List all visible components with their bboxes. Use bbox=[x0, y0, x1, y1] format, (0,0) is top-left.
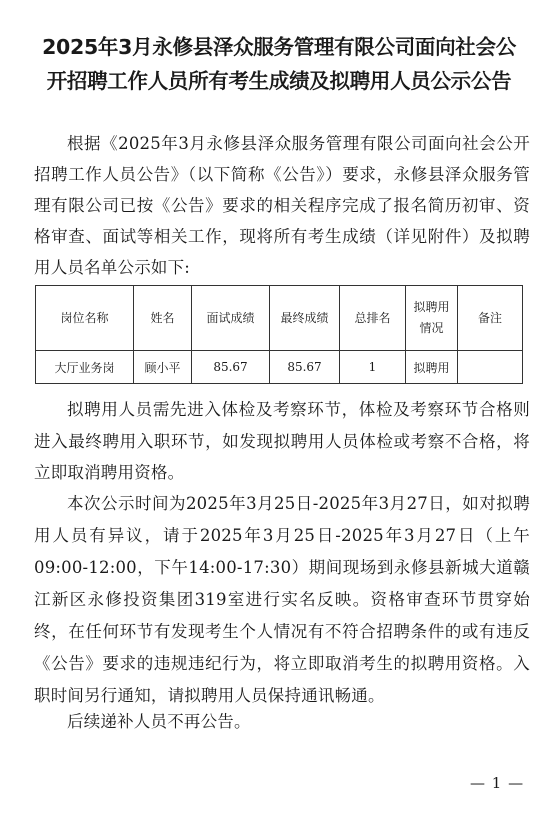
cell-hire-status: 拟聘用 bbox=[406, 351, 458, 384]
header-remarks: 备注 bbox=[458, 286, 523, 351]
cell-name: 顾小平 bbox=[134, 351, 192, 384]
cell-position: 大厅业务岗 bbox=[36, 351, 134, 384]
table-row bbox=[36, 351, 523, 384]
medical-check-paragraph: 拟聘用人员需先进入体检及考察环节，体检及考察环节合格则进入最终聘用入职环节，如发现拟聘用人员体检或考察不合格，将立即取消聘用资格。 bbox=[34, 400, 530, 482]
title-line-1: 2025年3月永修县泽众服务管理有限公司面向社会公 bbox=[42, 35, 516, 59]
header-hire-line-2: 情况 bbox=[419, 321, 444, 335]
cell-final-score: 85.67 bbox=[270, 351, 340, 384]
header-interview-score: 面试成绩 bbox=[192, 286, 270, 351]
title-line-2: 开招聘工作人员所有考生成绩及拟聘用人员公示公告 bbox=[46, 69, 512, 93]
cell-interview-score: 85.67 bbox=[192, 351, 270, 384]
page-number: — 1 — bbox=[470, 774, 525, 792]
table-header-row bbox=[36, 286, 523, 351]
header-final-score: 最终成绩 bbox=[270, 286, 340, 351]
cell-rank: 1 bbox=[340, 351, 406, 384]
publicity-period-paragraph: 本次公示时间为2025年3月25日-2025年3月27日，如对拟聘用人员有异议，请于2025年3月25日-2025年3月27日（上午09:00-12:00，下午14:00-17:30）期间现场到永修县新城大道赣江新区永修投资集团319室进行实名反映。资格审查环节贯穿始终，在任何环节有发现考生个人情况有不符合招聘条件的或有违反《公告》要求的违规违纪行为，将立即取消考生的拟聘用资格。入职时间另行通知，请拟聘用人员保持通讯畅通。 bbox=[34, 494, 530, 705]
header-hire-line-1: 拟聘用 bbox=[413, 300, 450, 314]
document-title bbox=[20, 30, 538, 98]
header-hire-status bbox=[406, 286, 458, 351]
header-position: 岗位名称 bbox=[36, 286, 134, 351]
intro-paragraph: 根据《2025年3月永修县泽众服务管理有限公司面向社会公开招聘工作人员公告》（以下简称《公告》）要求，永修县泽众服务管理有限公司已按《公告》要求的相关程序完成了报名简历初审、资格审查、面试等相关工作，现将所有考生成绩（详见附件）及拟聘用人员名单公示如下: bbox=[34, 134, 530, 277]
header-name: 姓名 bbox=[134, 286, 192, 351]
cell-remarks bbox=[458, 351, 523, 384]
results-table bbox=[35, 285, 523, 384]
header-rank: 总排名 bbox=[340, 286, 406, 351]
no-replacement-paragraph: 后续递补人员不再公告。 bbox=[67, 712, 251, 731]
